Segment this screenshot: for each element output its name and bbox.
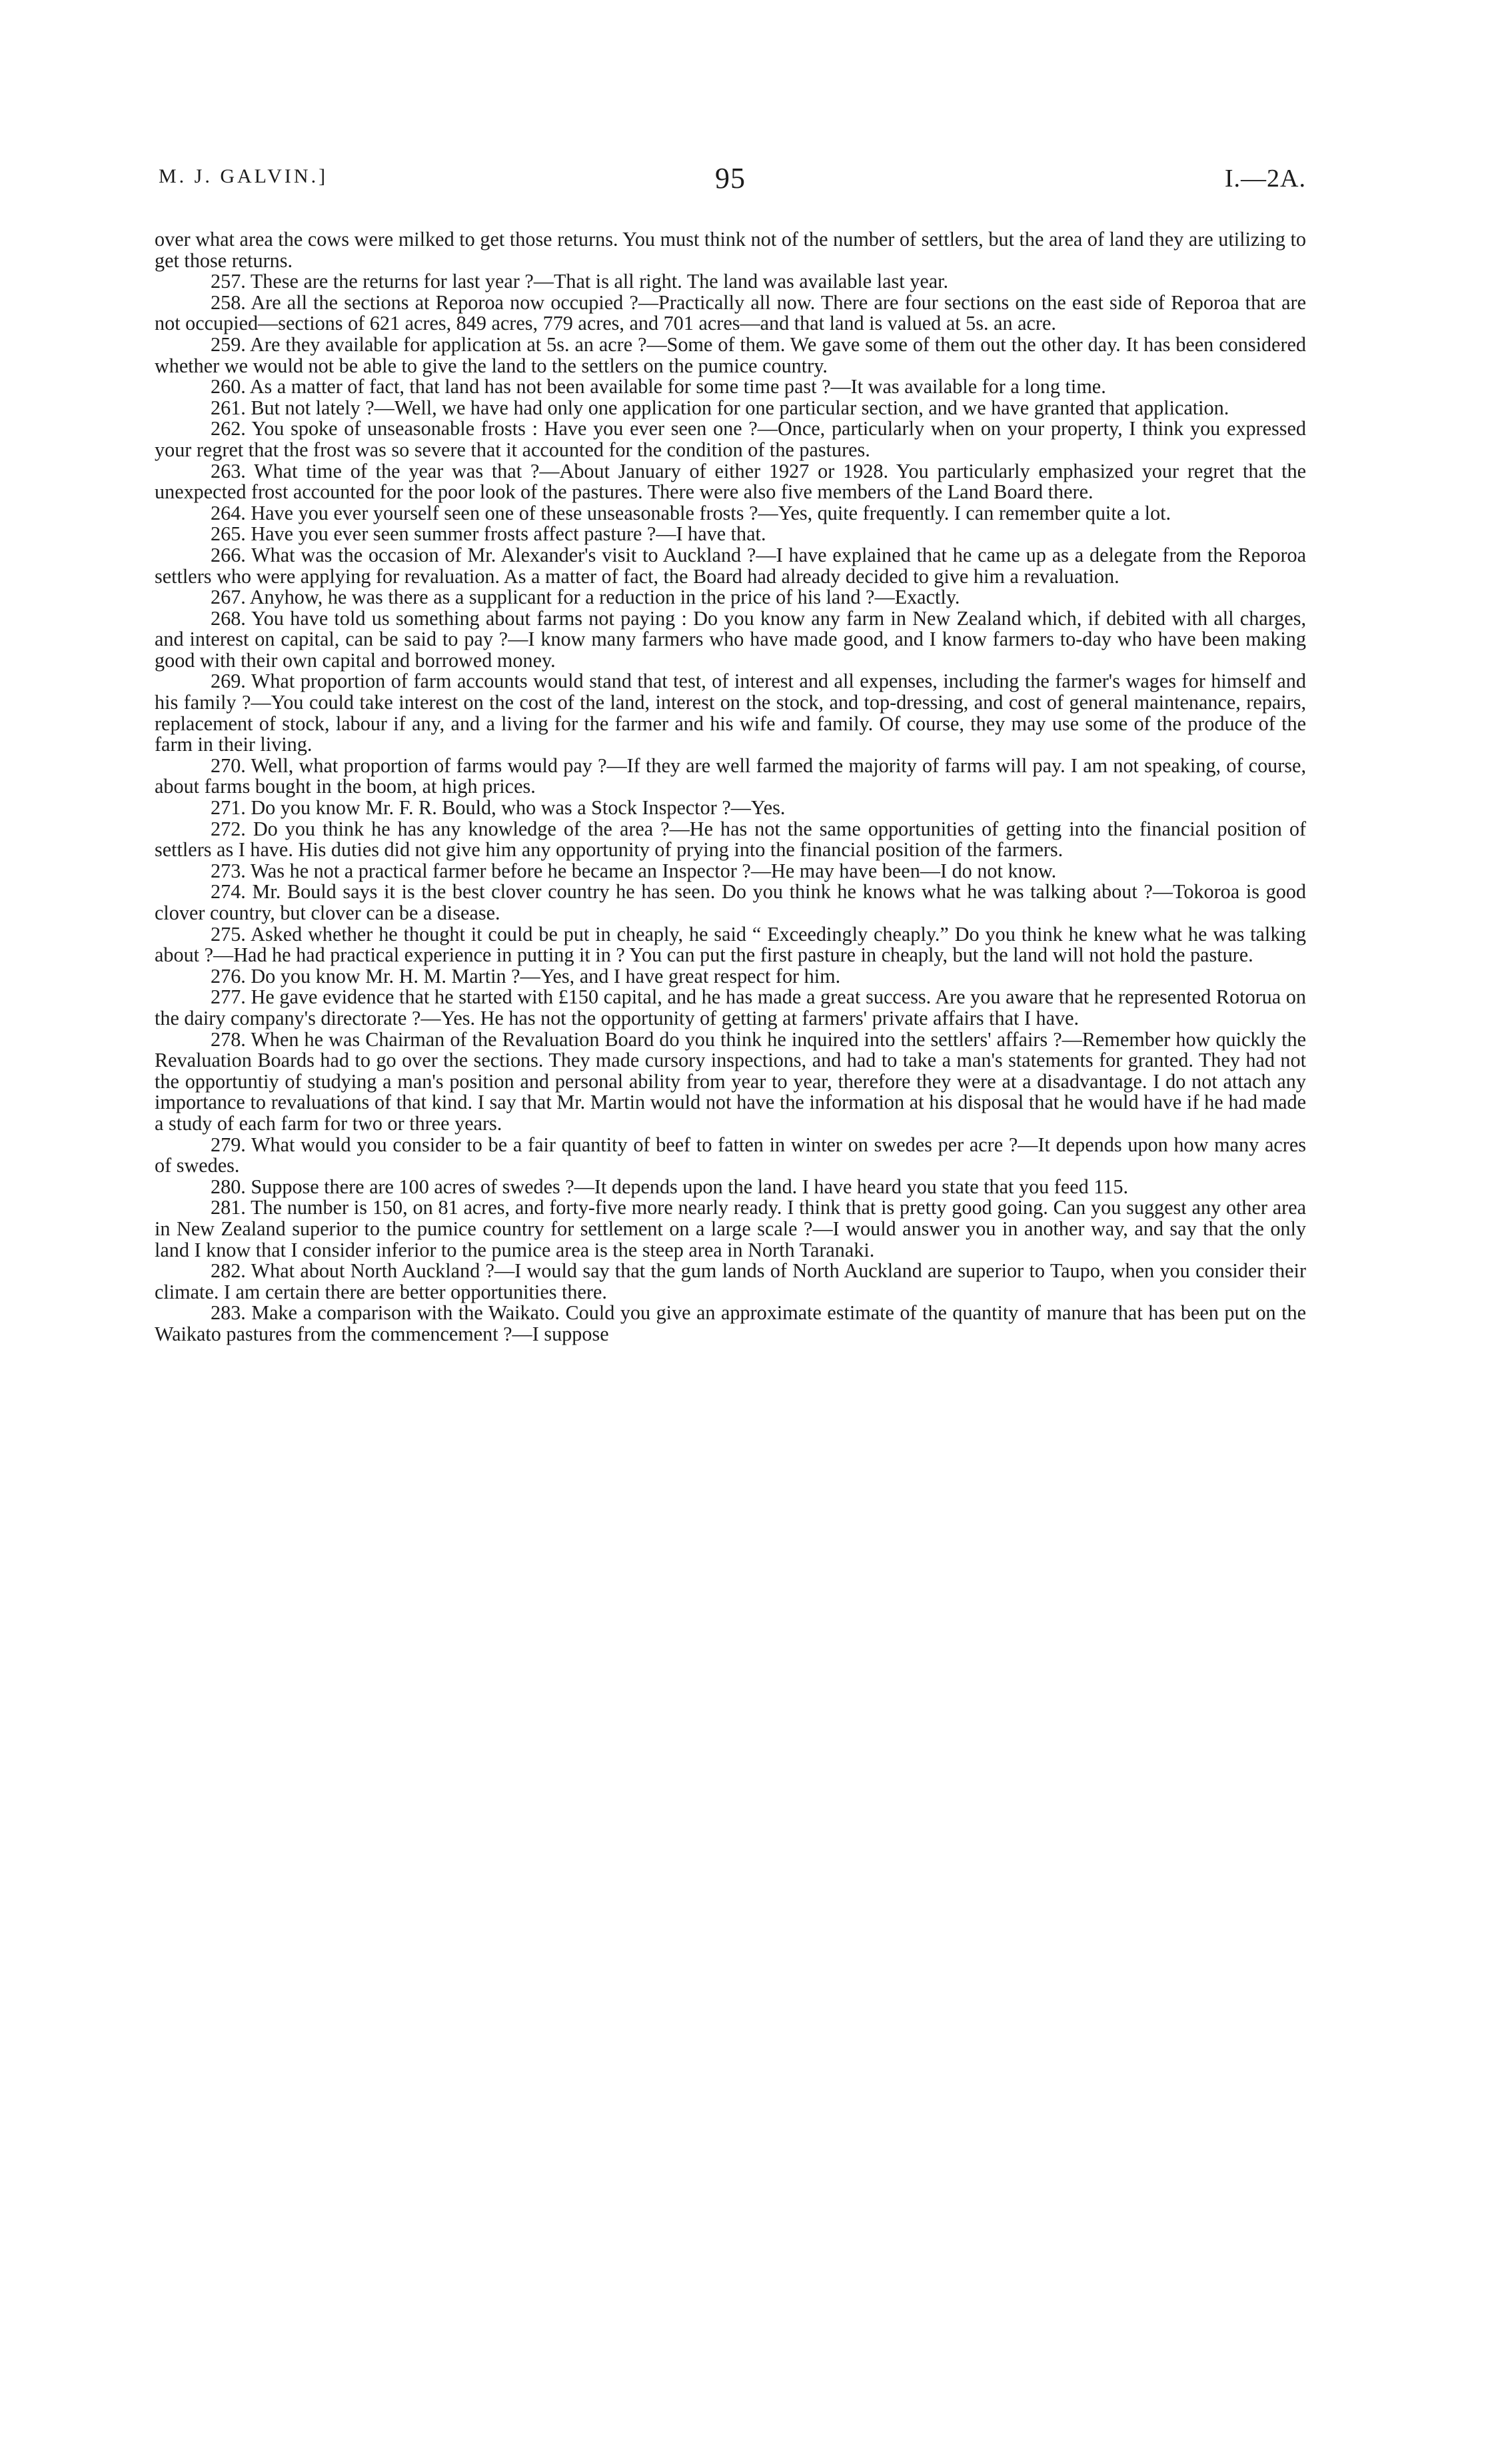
- page-header: [155, 162, 1306, 199]
- paragraph-278: 278. When he was Chairman of the Revaluation Board do you think he inquired into the settlers' affairs ?—Remember how quickly the Revaluation Boards had to go over the sections. They made cursory inspections, and had to take a man's statements for granted. They had not the opportuntiy of studying a man's position and personal ability from year to year, therefore they were at a disadvantage. I do not attach any importance to revaluations of that kind. I say that Mr. Martin would not have the information at his disposal that he would have if he had made a study of each farm for two or three years.: [155, 1027, 1306, 1135]
- paragraph-262: 262. You spoke of unseasonable frosts : Have you ever seen one ?—Once, particularly when on your property, I think you expressed your regret that the frost was so severe that it accounted for the condition of the pastures.: [155, 417, 1306, 461]
- paragraph-275: 275. Asked whether he thought it could be put in cheaply, he said “ Exceedingly cheaply.” Do you think he knew what he was talking about ?—Had he had practical experience in putting it in ? You can put the first pasture in cheaply, but the land will not hold the pasture.: [155, 922, 1306, 967]
- body-text: [155, 229, 1306, 1345]
- paragraph-257: 257. These are the returns for last year ?—That is all right. The land was available last year.: [211, 270, 949, 293]
- paragraph-274: 274. Mr. Bould says it is the best clover country he has seen. Do you think he knows what he was talking about ?—Tokoroa is good clover country, but clover can be a disease.: [155, 880, 1306, 924]
- paragraph-282: 282. What about North Auckland ?—I would say that the gum lands of North Auckland are superior to Taupo, when you consider their climate. I am certain there are better opportunities there.: [155, 1259, 1306, 1303]
- paragraph-283: 283. Make a comparison with the Waikato. Could you give an approximate estimate of the quantity of manure that has been put on the Waikato pastures from the commencement ?—I suppose: [155, 1301, 1306, 1345]
- paragraph-260: 260. As a matter of fact, that land has not been available for some time past ?—It was available for a long time.: [211, 375, 1106, 398]
- paragraph-279: 279. What would you consider to be a fair quantity of beef to fatten in winter on swedes per acre ?—It depends upon how many acres of swedes.: [155, 1133, 1306, 1177]
- paragraph-268: 268. You have told us something about farms not paying : Do you know any farm in New Zealand which, if debited with all charges, and interest on capital, can be said to pay ?—I know many farmers who have made good, and I know farmers to-day who have been making good with their own capital and borrowed money.: [155, 606, 1306, 672]
- paragraph-273: 273. Was he not a practical farmer before he became an Inspector ?—He may have been—I do not know.: [211, 859, 1057, 882]
- paragraph-continuation: over what area the cows were milked to get those returns. You must think not of the number of settlers, but the area of land they are utilizing to get those returns.: [155, 228, 1306, 272]
- paragraph-267: 267. Anyhow, he was there as a supplicant for a reduction in the price of his land ?—Exactly.: [211, 586, 960, 609]
- paragraph-258: 258. Are all the sections at Reporoa now occupied ?—Practically all now. There are four sections on the east side of Reporoa that are not occupied—sections of 621 acres, 849 acres, 779 acres, and 701 acres—and that land is valued at 5s. an acre.: [155, 291, 1306, 335]
- paragraph-259: 259. Are they available for application at 5s. an acre ?—Some of them. We gave some of them out the other day. It has been considered whether we would not be able to give the land to the settlers on the pumice country.: [155, 332, 1306, 377]
- paragraph-272: 272. Do you think he has any knowledge of the area ?—He has not the same opportunities of getting into the financial position of settlers as I have. His duties did not give him any opportunity of prying into the financial position of the farmers.: [155, 817, 1306, 862]
- header-witness-name: M. J. GALVIN.]: [159, 165, 329, 187]
- paragraph-263: 263. What time of the year was that ?—About January of either 1927 or 1928. You particularly emphasized your regret that the unexpected frost accounted for the poor look of the pastures. There were also five members of the Land Board there.: [155, 459, 1306, 504]
- paragraph-264: 264. Have you ever yourself seen one of these unseasonable frosts ?—Yes, quite frequently. I can remember quite a lot.: [211, 501, 1171, 524]
- paragraph-265: 265. Have you ever seen summer frosts affect pasture ?—I have that.: [211, 522, 766, 546]
- paragraph-271: 271. Do you know Mr. F. R. Bould, who was a Stock Inspector ?—Yes.: [211, 796, 786, 820]
- paragraph-261: 261. But not lately ?—Well, we have had only one application for one particular section, and we have granted that application.: [211, 396, 1229, 419]
- paragraph-270: 270. Well, what proportion of farms would pay ?—If they are well farmed the majority of farms will pay. I am not speaking, of course, about farms bought in the boom, at high prices.: [155, 754, 1306, 798]
- paragraph-277: 277. He gave evidence that he started with £150 capital, and he has made a great success. Are you aware that he represented Rotorua on the dairy company's directorate ?—Yes. He has not the opportunity of getting at farmers' private affairs that I have.: [155, 985, 1306, 1029]
- document-reference: I.—2A.: [1224, 165, 1306, 193]
- paragraph-269: 269. What proportion of farm accounts would stand that test, of interest and all expenses, including the farmer's wages for himself and his family ?—You could take interest on the cost of the land, interest on the stock, and top-dressing, and cost of general maintenance, repairs, replacement of stock, labour if any, and a living for the farmer and his wife and family. Of course, they may use some of the produce of the farm in their living.: [155, 670, 1306, 756]
- paragraph-266: 266. What was the occasion of Mr. Alexander's visit to Auckland ?—I have explained that he came up as a delegate from the Reporoa settlers who were applying for revaluation. As a matter of fact, the Board had already decided to give him a revaluation.: [155, 543, 1306, 588]
- paragraph-276: 276. Do you know Mr. H. M. Martin ?—Yes, and I have great respect for him.: [211, 964, 841, 987]
- page-number: 95: [715, 162, 746, 195]
- paragraph-280: 280. Suppose there are 100 acres of swedes ?—It depends upon the land. I have heard you state that you feed 115.: [211, 1175, 1129, 1198]
- paragraph-281: 281. The number is 150, on 81 acres, and forty-five more nearly ready. I think that is pretty good going. Can you suggest any other area in New Zealand superior to the pumice country for settlement on a large scale ?—I would answer you in another way, and say that the only land I know that I consider inferior to the pumice area is the steep area in North Taranaki.: [155, 1196, 1306, 1261]
